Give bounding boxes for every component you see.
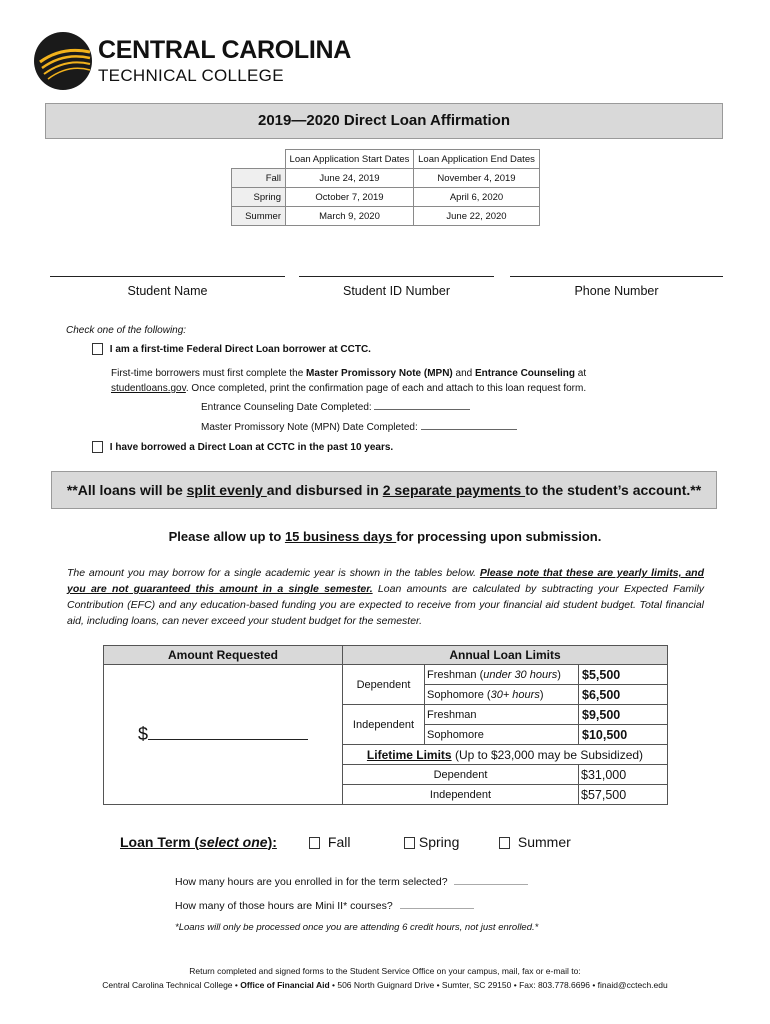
form-title: 2019—2020 Direct Loan Affirmation (45, 103, 723, 139)
term-fall-option[interactable] (309, 834, 350, 850)
end-date-cell: November 4, 2019 (414, 169, 540, 188)
prior-borrower-checkbox[interactable] (92, 441, 103, 453)
limit-value: $6,500 (579, 685, 668, 705)
option-prior-borrower (92, 441, 393, 453)
spring-checkbox[interactable] (404, 837, 415, 849)
dollar-sign: $ (138, 724, 149, 744)
amount-requested-field[interactable] (148, 726, 308, 740)
first-time-label: I am a first-time Federal Direct Loan borrower at CCTC. (109, 343, 371, 355)
annual-limits-header: Annual Loan Limits (343, 646, 668, 665)
mini-hours-row (175, 900, 474, 912)
ec-date-field[interactable] (374, 401, 470, 410)
summer-label: Summer (517, 834, 571, 850)
college-swoosh-logo-icon (34, 32, 92, 90)
independent-label: Independent (343, 705, 425, 745)
summer-checkbox[interactable] (499, 837, 510, 849)
term-cell: Fall (232, 169, 286, 188)
ec-date-label: Entrance Counseling Date Completed: (201, 402, 372, 413)
banner-post: to the student’s account.** (525, 482, 702, 498)
lt-label-b: ): (267, 834, 277, 850)
footer-c: • 506 North Guignard Drive • Sumter, SC 29150 • Fax: 803.778.6696 • finaid@cctech.edu (329, 980, 668, 990)
mpn-date-label: Master Promissory Note (MPN) Date Completed: (201, 422, 418, 433)
first-time-checkbox[interactable] (92, 343, 103, 355)
ec-date-row (201, 401, 470, 413)
start-date-cell: June 24, 2019 (286, 169, 414, 188)
instr-text: First-time borrowers must first complete the (111, 368, 307, 379)
disbursement-banner (51, 471, 717, 509)
option-first-time (92, 343, 371, 355)
loan-limits-table (103, 645, 668, 805)
footer-a: Central Carolina Technical College • (102, 980, 241, 990)
instr-text-b: . Once completed, print the confirmation page of each and attach to this loan request form. (185, 383, 587, 394)
term-cell: Summer (232, 207, 286, 226)
lifetime-limits-header (343, 745, 668, 765)
ec-text: Entrance Counseling (475, 368, 576, 379)
para-c: Loan amounts are calculated by subtracting your Expected Family Contribution (EFC) and any education-based funding you are expected to receive from your financial aid student budget. Total financial aid, including loans, can never exceed your student budget for the semester. (67, 583, 705, 627)
college-logo (34, 32, 352, 92)
instr-at: at (575, 368, 587, 379)
para-a: The amount you may borrow for a single academic year is shown in the tables below. (67, 567, 480, 579)
borrowing-paragraph (67, 565, 704, 629)
end-date-cell: June 22, 2020 (414, 207, 540, 226)
processing-pre: Please allow up to (168, 529, 285, 544)
banner-mid: and disbursed in (266, 482, 383, 498)
term-spring-option[interactable] (404, 834, 459, 850)
mpn-date-field[interactable] (421, 421, 517, 430)
fall-label: Fall (327, 834, 351, 850)
hours-enrolled-field[interactable] (454, 876, 528, 885)
lt-label-a: Loan Term ( (120, 834, 200, 850)
lt-independent-label: Independent (343, 785, 579, 805)
start-date-cell: October 7, 2019 (286, 188, 414, 207)
banner-split-evenly: split evenly (186, 482, 267, 498)
limit-value: $5,500 (579, 665, 668, 685)
lt-dependent-value: $31,000 (579, 765, 668, 785)
end-date-cell: April 6, 2020 (414, 188, 540, 207)
freshman-under30-label (425, 665, 579, 685)
para-yearly-limits: Please note that these are yearly limits, and you are not guaranteed this amount in a single semester. (67, 567, 704, 595)
start-date-cell: March 9, 2020 (286, 207, 414, 226)
f-it: under 30 hours (483, 668, 558, 681)
mini-hours-field[interactable] (400, 900, 474, 909)
sophomore-30plus-label (425, 685, 579, 705)
lt-independent-value: $57,500 (579, 785, 668, 805)
footer-office: Office of Financial Aid (240, 980, 330, 990)
hours-enrolled-row (175, 876, 528, 888)
amount-requested-header: Amount Requested (104, 646, 343, 665)
hours-enrolled-label: How many hours are you enrolled in for the term selected? (175, 876, 448, 888)
s-post: ) (539, 688, 544, 701)
studentloans-link[interactable]: studentloans.gov (111, 383, 186, 394)
mpn-text: Master Promissory Note (MPN) (306, 368, 453, 379)
spring-label: Spring (418, 834, 460, 850)
student-id-label: Student ID Number (343, 284, 450, 298)
lt-label-it: select one (199, 834, 268, 850)
processing-post: for processing upon submission. (396, 529, 602, 544)
first-time-instructions (111, 366, 621, 396)
mini-hours-label: How many of those hours are Mini II* courses? (175, 900, 393, 912)
mpn-date-row (201, 421, 517, 433)
student-id-line[interactable] (299, 276, 494, 277)
dependent-label: Dependent (343, 665, 425, 705)
instr-and: and (452, 368, 475, 379)
lifetime-b: Lifetime Limits (366, 747, 452, 762)
table-row (232, 188, 540, 207)
phone-number-label: Phone Number (574, 284, 659, 298)
end-dates-header: Loan Application End Dates (414, 150, 540, 169)
student-name-line[interactable] (50, 276, 285, 277)
lt-dependent-label: Dependent (343, 765, 579, 785)
table-row (232, 169, 540, 188)
loan-dates-table (231, 149, 540, 226)
processing-notice (0, 529, 770, 544)
processing-days: 15 business days (284, 529, 397, 544)
footer-line-2 (0, 980, 770, 990)
limit-value: $9,500 (579, 705, 668, 725)
banner-two-payments: 2 separate payments (382, 482, 526, 498)
fall-checkbox[interactable] (309, 837, 320, 849)
logo-line-2: TECHNICAL COLLEGE (98, 66, 284, 85)
student-name-label: Student Name (127, 284, 208, 298)
term-cell: Spring (232, 188, 286, 207)
s-it: 30+ hours (490, 688, 540, 701)
s-pre: Sophomore ( (427, 688, 491, 701)
sophomore-label: Sophomore (425, 725, 579, 745)
freshman-label: Freshman (425, 705, 579, 725)
f-pre: Freshman ( (427, 668, 484, 681)
lifetime-rest: (Up to $23,000 may be Subsidized) (451, 747, 644, 762)
banner-pre: **All loans will be (66, 482, 187, 498)
phone-number-line[interactable] (510, 276, 723, 277)
f-post: ) (557, 668, 561, 681)
start-dates-header: Loan Application Start Dates (286, 150, 414, 169)
term-summer-option[interactable] (499, 834, 571, 850)
loan-term-label (120, 834, 277, 850)
logo-line-1: CENTRAL CAROLINA (98, 36, 352, 64)
prior-borrower-label: I have borrowed a Direct Loan at CCTC in the past 10 years. (109, 441, 394, 453)
check-intro: Check one of the following: (66, 325, 187, 336)
footer-line-1: Return completed and signed forms to the Student Service Office on your campus, mail, fax or e-mail to: (189, 966, 581, 976)
table-row (232, 207, 540, 226)
amount-requested-cell (104, 665, 343, 805)
hours-note: *Loans will only be processed once you are attending 6 credit hours, not just enrolled.* (175, 922, 539, 933)
limit-value: $10,500 (579, 725, 668, 745)
